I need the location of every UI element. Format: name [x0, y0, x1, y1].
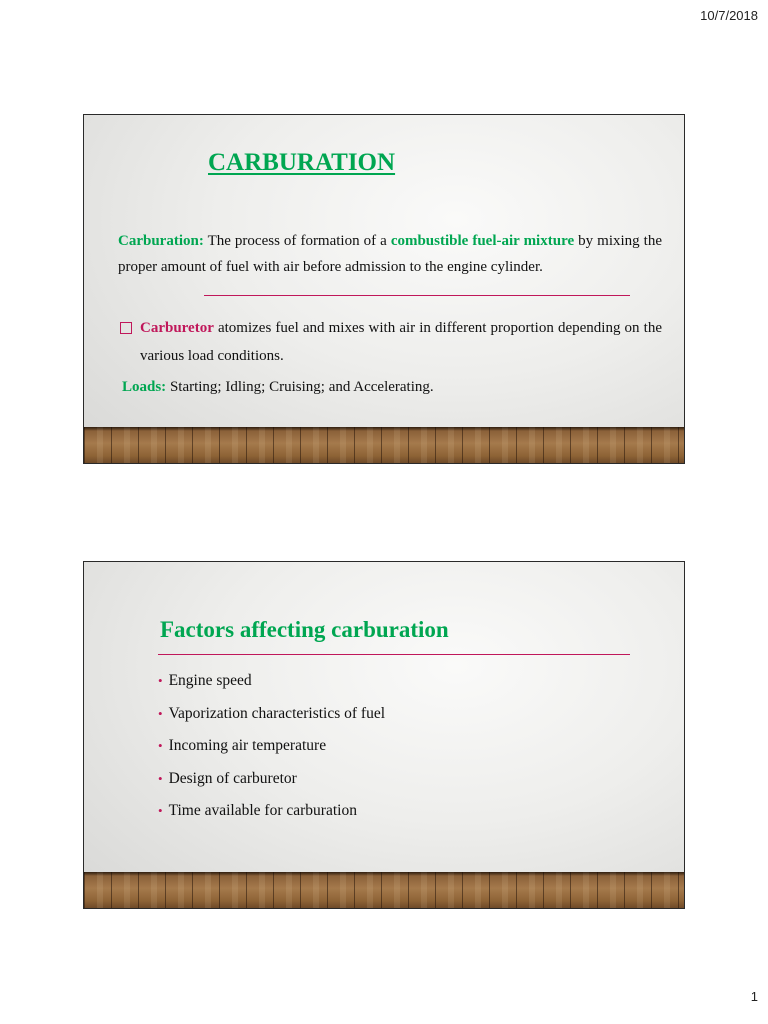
divider-line [204, 295, 630, 296]
slide-title: CARBURATION [208, 149, 396, 176]
page-number: 1 [750, 989, 758, 1004]
carburation-definition [118, 228, 662, 280]
divider-line [158, 654, 630, 655]
page-date: 10/7/2018 [700, 8, 758, 23]
definition-text-before: The process of formation of a [203, 233, 391, 249]
loads-line [122, 374, 434, 400]
wood-floor-decoration [84, 872, 684, 908]
loads-text: Starting; Idling; Cruising; and Accelerating. [166, 379, 434, 395]
bullet-dot-icon: • [158, 673, 163, 688]
definition-label: Carburation: [118, 233, 204, 249]
list-item-text: Vaporization characteristics of fuel [168, 704, 386, 722]
list-item-text: Engine speed [168, 672, 252, 689]
definition-text-after: by mixing the proper amount of fuel with air before admission to the engine cylinder. [118, 233, 663, 275]
definition-highlight: combustible fuel-air mixture [390, 233, 575, 249]
bullet-dot-icon: • [158, 803, 163, 818]
wood-floor-decoration [84, 427, 684, 463]
list-item [158, 698, 385, 731]
bullet-dot-icon: • [158, 705, 163, 721]
carburetor-bullet [118, 314, 662, 370]
list-item-text: Incoming air temperature [168, 737, 327, 754]
loads-label: Loads: [122, 379, 167, 395]
bullet-dot-icon: • [158, 770, 163, 786]
list-item [158, 763, 385, 796]
carburetor-text: atomizes fuel and mixes with air in different proportion depending on the various load conditions. [140, 320, 662, 364]
factors-list [158, 665, 385, 828]
slide-carburation [83, 114, 685, 464]
checkbox-bullet-icon [120, 322, 132, 334]
list-item [158, 795, 385, 828]
slide-title: Factors affecting carburation [160, 617, 449, 642]
list-item-text: Design of carburetor [168, 769, 297, 787]
list-item-text: Time available for carburation [168, 802, 357, 819]
bullet-dot-icon: • [158, 738, 163, 753]
list-item [158, 665, 385, 698]
carburetor-label: Carburetor [140, 320, 214, 336]
list-item [158, 730, 385, 763]
slide-factors [83, 561, 685, 909]
